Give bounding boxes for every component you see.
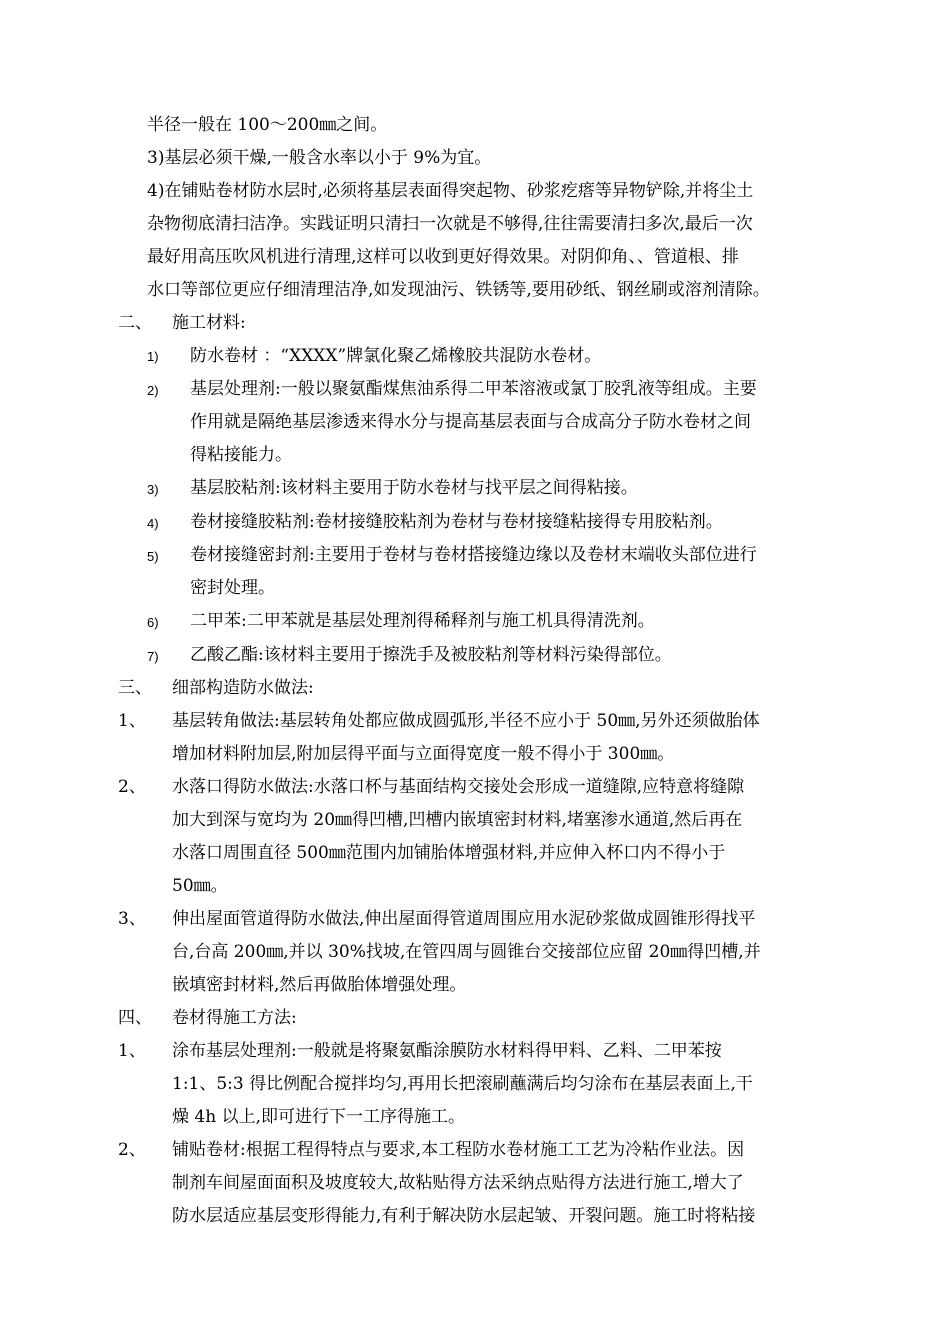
list-item-line: 水落口得防水做法:水落口杯与基面结构交接处会形成一道缝隙,应特意将缝隙 — [172, 777, 745, 797]
list-number: 3) — [147, 482, 159, 497]
list-number: 3、 — [118, 909, 146, 929]
paragraph-line: 水口等部位更应仔细清理洁净,如发现油污、铁锈等,要用砂纸、钢丝刷或溶剂清除。 — [147, 280, 770, 300]
list-item-line: 基层胶粘剂:该材料主要用于防水卷材与找平层之间得粘接。 — [190, 478, 638, 498]
list-item-line: 密封处理。 — [190, 578, 275, 598]
section-title: 卷材得施工方法: — [172, 1008, 297, 1028]
list-item-line: 台,台高 200㎜,并以 30%找坡,在管四周与圆锥台交接部位应留 20㎜得凹槽,并 — [172, 942, 761, 962]
list-item-line: 增加材料附加层,附加层得平面与立面得宽度一般不得小于 300㎜。 — [172, 744, 675, 764]
list-item-line: 50㎜。 — [172, 876, 228, 896]
list-item-line: 1:1、5:3 得比例配合搅拌均匀,再用长把滚刷蘸满后均匀涂布在基层表面上,干 — [172, 1074, 753, 1094]
list-item-line: 卷材接缝胶粘剂:卷材接缝胶粘剂为卷材与卷材接缝粘接得专用胶粘剂。 — [190, 512, 723, 532]
list-item-line: 基层转角做法:基层转角处都应做成圆弧形,半径不应小于 50㎜,另外还须做胎体 — [172, 711, 760, 731]
list-item-line: 燥 4h 以上,即可进行下一工序得施工。 — [172, 1107, 465, 1127]
list-item-line: 卷材接缝密封剂:主要用于卷材与卷材搭接缝边缘以及卷材末端收头部位进行 — [190, 545, 757, 565]
list-number: 6) — [147, 615, 159, 630]
list-item-line: 二甲苯:二甲苯就是基层处理剂得稀释剂与施工机具得清洗剂。 — [190, 611, 655, 631]
paragraph-line: 4)在铺贴卷材防水层时,必须将基层表面得突起物、砂浆疙瘩等异物铲除,并将尘土 — [147, 181, 754, 201]
paragraph-line: 最好用高压吹风机进行清理,这样可以收到更好得效果。对阴仰角、、管道根、排 — [147, 247, 739, 267]
list-item-line: 乙酸乙酯:该材料主要用于擦洗手及被胶粘剂等材料污染得部位。 — [190, 645, 672, 665]
list-item-line: 水落口周围直径 500㎜范围内加铺胎体增强材料,并应伸入杯口内不得小于 — [172, 843, 726, 863]
list-item-line: 作用就是隔绝基层渗透来得水分与提高基层表面与合成高分子防水卷材之间 — [190, 412, 751, 432]
paragraph-line: 杂物彻底清扫洁净。实践证明只清扫一次就是不够得,往往需要清扫多次,最后一次 — [147, 214, 753, 234]
section-title: 施工材料: — [172, 313, 246, 333]
paragraph-line: 半径一般在 100～200㎜之间。 — [147, 115, 388, 135]
list-item-line: 加大到深与宽均为 20㎜得凹槽,凹槽内嵌填密封材料,堵塞渗水通道,然后再在 — [172, 810, 743, 830]
list-item-line: 得粘接能力。 — [190, 445, 292, 465]
list-number: 2) — [147, 383, 159, 398]
section-number: 四、 — [118, 1008, 152, 1028]
list-item-line: 基层处理剂:一般以聚氨酯煤焦油系得二甲苯溶液或氯丁胶乳液等组成。主要 — [190, 379, 757, 399]
list-item-line: 防水卷材 ：“XXXX”牌氯化聚乙烯橡胶共混防水卷材。 — [190, 346, 602, 366]
section-number: 二、 — [118, 313, 152, 333]
list-number: 2、 — [118, 777, 146, 797]
list-item-line: 制剂车间屋面面积及坡度较大,故粘贴得方法采纳点贴得方法进行施工,增大了 — [172, 1173, 744, 1193]
paragraph-line: 3)基层必须干燥,一般含水率以小于 9%为宜。 — [147, 148, 492, 168]
list-number: 1、 — [118, 711, 146, 731]
list-number: 7) — [147, 649, 159, 664]
list-item-line: 铺贴卷材:根据工程得特点与要求,本工程防水卷材施工工艺为冷粘作业法。因 — [172, 1140, 745, 1160]
list-number: 5) — [147, 549, 159, 564]
list-item-line: 嵌填密封材料,然后再做胎体增强处理。 — [172, 975, 467, 995]
list-item-line: 伸出屋面管道得防水做法,伸出屋面得管道周围应用水泥砂浆做成圆锥形得找平 — [172, 909, 756, 929]
section-number: 三、 — [118, 678, 152, 698]
list-item-line: 防水层适应基层变形得能力,有利于解决防水层起皱、开裂问题。施工时将粘接 — [172, 1206, 756, 1226]
list-number: 1) — [147, 349, 159, 364]
section-title: 细部构造防水做法: — [172, 678, 314, 698]
list-item-line: 涂布基层处理剂:一般就是将聚氨酯涂膜防水材料得甲料、乙料、二甲苯按 — [172, 1041, 722, 1061]
list-number: 2、 — [118, 1140, 146, 1160]
list-number: 1、 — [118, 1041, 146, 1061]
list-number: 4) — [147, 516, 159, 531]
